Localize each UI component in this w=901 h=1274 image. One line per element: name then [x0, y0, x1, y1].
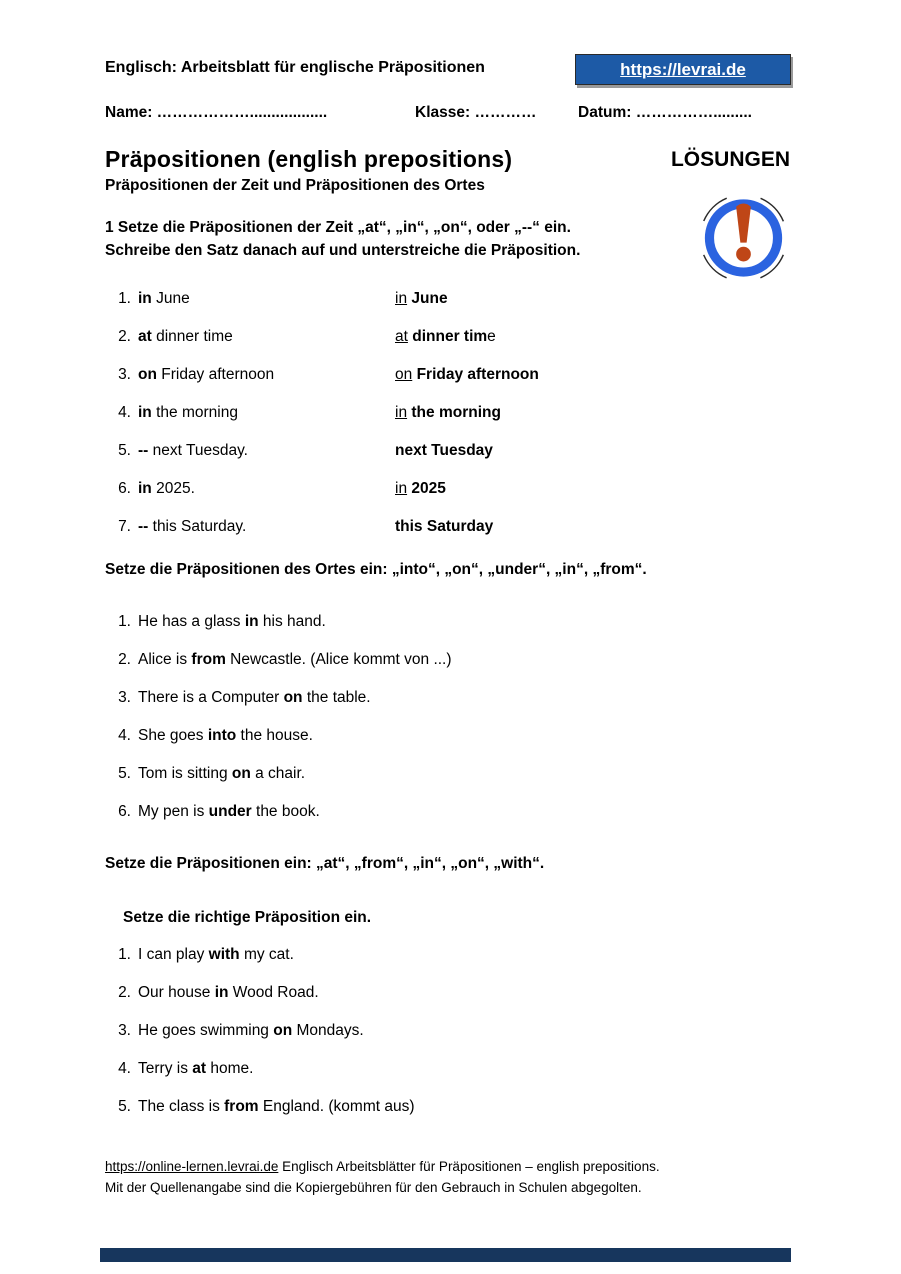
text-segment: 2025. [151, 480, 195, 497]
item-text [138, 1012, 364, 1050]
student-fields [105, 104, 795, 124]
item-text [138, 793, 320, 831]
item-text [138, 508, 246, 546]
exclamation-dot [736, 247, 751, 262]
list-item [105, 793, 795, 831]
item-number: 2. [118, 328, 131, 345]
text-segment: at [192, 1060, 207, 1077]
list-item [105, 356, 795, 394]
text-segment: on [395, 366, 413, 383]
item-text [138, 394, 238, 432]
list-item [105, 679, 795, 717]
item-number: 4. [118, 727, 131, 744]
exercise2-heading: Setze die Präpositionen des Ortes ein: „into“, „on“, „under“, „in“, „from“. [105, 561, 647, 578]
item-text [138, 755, 305, 793]
item-answer [395, 470, 446, 508]
item-text [138, 603, 326, 641]
text-segment: in [138, 480, 152, 497]
text-segment: Alice is [138, 651, 192, 668]
text-segment: in [395, 480, 408, 497]
list-item [105, 508, 795, 546]
text-segment: dinner tim [412, 328, 488, 345]
item-text [138, 641, 452, 679]
item-text [138, 280, 190, 318]
text-segment: on [138, 366, 157, 383]
footer-line1-text: Englisch Arbeitsblätter für Präpositionen – english prepositions. [278, 1159, 660, 1174]
exercise3-subheading: Setze die richtige Präposition ein. [123, 909, 372, 926]
text-segment: in [395, 290, 408, 307]
item-number: 7. [118, 518, 131, 535]
item-text [138, 717, 313, 755]
text-segment: the table. [302, 689, 371, 706]
item-number: 1. [118, 946, 131, 963]
item-number: 5. [118, 765, 131, 782]
text-segment: Friday afternoon [156, 366, 275, 383]
text-segment: Our house [138, 984, 215, 1001]
text-segment: in [138, 404, 152, 421]
item-text [138, 936, 294, 974]
footer-link[interactable]: https://online-lernen.levrai.de [105, 1159, 279, 1174]
item-answer [395, 318, 496, 356]
exercise3-list [105, 936, 795, 1126]
item-number: 1. [118, 613, 131, 630]
list-item [105, 470, 795, 508]
text-segment: There is a Computer [138, 689, 284, 706]
text-segment: this Saturday. [148, 518, 247, 535]
item-text [138, 318, 233, 356]
text-segment: my cat. [239, 946, 294, 963]
text-segment: at [138, 328, 152, 345]
page-subtitle: Präpositionen der Zeit und Präpositionen des Ortes [105, 177, 485, 194]
datum-field: Datum: ……………......... [578, 104, 752, 121]
list-item [105, 755, 795, 793]
text-segment: in [395, 404, 408, 421]
item-number: 1. [118, 290, 131, 307]
text-segment: Friday afternoon [416, 366, 539, 383]
text-segment: -- [138, 442, 149, 459]
exercise1-instruction-line2: Schreibe den Satz danach auf und unterstreiche die Präposition. [105, 242, 581, 259]
doc-header-title: Englisch: Arbeitsblatt für englische Präpositionen [105, 59, 485, 76]
item-text [138, 356, 274, 394]
text-segment: his hand. [258, 613, 326, 630]
list-item [105, 974, 795, 1012]
item-number: 3. [118, 1022, 131, 1039]
item-answer [395, 280, 448, 318]
item-text [138, 432, 248, 470]
exercise1-instruction [105, 216, 685, 262]
levrai-link-label: https://levrai.de [620, 59, 746, 79]
text-segment: He goes swimming [138, 1022, 274, 1039]
text-segment: with [208, 946, 240, 963]
item-number: 5. [118, 1098, 131, 1115]
item-answer [395, 394, 501, 432]
exercise1-list [105, 280, 795, 546]
text-segment: Wood Road. [228, 984, 319, 1001]
item-number: 6. [118, 480, 131, 497]
item-number: 2. [118, 651, 131, 668]
exercise2-list [105, 603, 795, 831]
list-item [105, 1050, 795, 1088]
text-segment: Tom is sitting [138, 765, 232, 782]
text-segment: the house. [236, 727, 313, 744]
bottom-bar [100, 1248, 791, 1262]
list-item [105, 318, 795, 356]
exercise3-heading: Setze die Präpositionen ein: „at“, „from“, „in“, „on“, „with“. [105, 855, 545, 872]
item-number: 4. [118, 1060, 131, 1077]
text-segment: The class is [138, 1098, 225, 1115]
text-segment: June [411, 290, 448, 307]
text-segment: e [487, 328, 496, 345]
text-segment: Terry is [138, 1060, 193, 1077]
attention-exclamation-icon [695, 192, 792, 284]
item-number: 2. [118, 984, 131, 1001]
item-text [138, 974, 319, 1012]
text-segment: in [244, 613, 259, 630]
text-segment: a chair. [250, 765, 306, 782]
text-segment: this Saturday [395, 518, 494, 535]
klasse-field: Klasse: ………… [415, 104, 537, 121]
text-segment: on [283, 689, 303, 706]
item-answer [395, 508, 493, 546]
text-segment: on [273, 1022, 293, 1039]
text-segment: He has a glass [138, 613, 245, 630]
footer-line2: Mit der Quellenangabe sind die Kopiergebühren für den Gebrauch in Schulen abgegolten. [105, 1180, 642, 1195]
list-item [105, 717, 795, 755]
list-item [105, 936, 795, 974]
text-segment: the morning [411, 404, 501, 421]
item-number: 3. [118, 689, 131, 706]
text-segment: home. [206, 1060, 254, 1077]
footer-line1 [105, 1156, 805, 1177]
item-number: 4. [118, 404, 131, 421]
text-segment: next Tuesday [395, 442, 493, 459]
list-item [105, 1088, 795, 1126]
text-segment: from [224, 1098, 259, 1115]
levrai-link[interactable] [575, 54, 791, 85]
footer [105, 1156, 805, 1198]
text-segment: Newcastle. (Alice kommt von ...) [225, 651, 452, 668]
solutions-label: LÖSUNGEN [670, 148, 790, 171]
exclamation-bar [736, 204, 751, 243]
text-segment: I can play [138, 946, 209, 963]
text-segment: from [191, 651, 226, 668]
name-field: Name: ……………….................. [105, 104, 328, 121]
text-segment: dinner time [151, 328, 233, 345]
list-item [105, 641, 795, 679]
page-title: Präpositionen (english prepositions) [105, 146, 513, 172]
text-segment: England. (kommt aus) [258, 1098, 415, 1115]
item-text [138, 470, 195, 508]
list-item [105, 603, 795, 641]
text-segment: on [231, 765, 251, 782]
item-text [138, 679, 371, 717]
text-segment: under [208, 803, 252, 820]
text-segment: into [207, 727, 237, 744]
text-segment: next Tuesday. [148, 442, 248, 459]
text-segment: in [138, 290, 152, 307]
item-number: 3. [118, 366, 131, 383]
text-segment: She goes [138, 727, 208, 744]
list-item [105, 280, 795, 318]
text-segment: My pen is [138, 803, 209, 820]
item-answer [395, 432, 493, 470]
text-segment: the morning [151, 404, 238, 421]
item-text [138, 1088, 415, 1126]
text-segment: 2025 [411, 480, 446, 497]
text-segment: June [151, 290, 190, 307]
item-number: 5. [118, 442, 131, 459]
text-segment: Mondays. [292, 1022, 364, 1039]
item-answer [395, 356, 539, 394]
list-item [105, 1012, 795, 1050]
list-item [105, 432, 795, 470]
list-item [105, 394, 795, 432]
item-number: 6. [118, 803, 131, 820]
item-text [138, 1050, 253, 1088]
text-segment: in [214, 984, 229, 1001]
exercise1-instruction-line1: 1 Setze die Präpositionen der Zeit „at“, „in“, „on“, oder „--“ ein. [105, 219, 571, 236]
text-segment: the book. [251, 803, 320, 820]
text-segment: at [395, 328, 408, 345]
text-segment: -- [138, 518, 149, 535]
